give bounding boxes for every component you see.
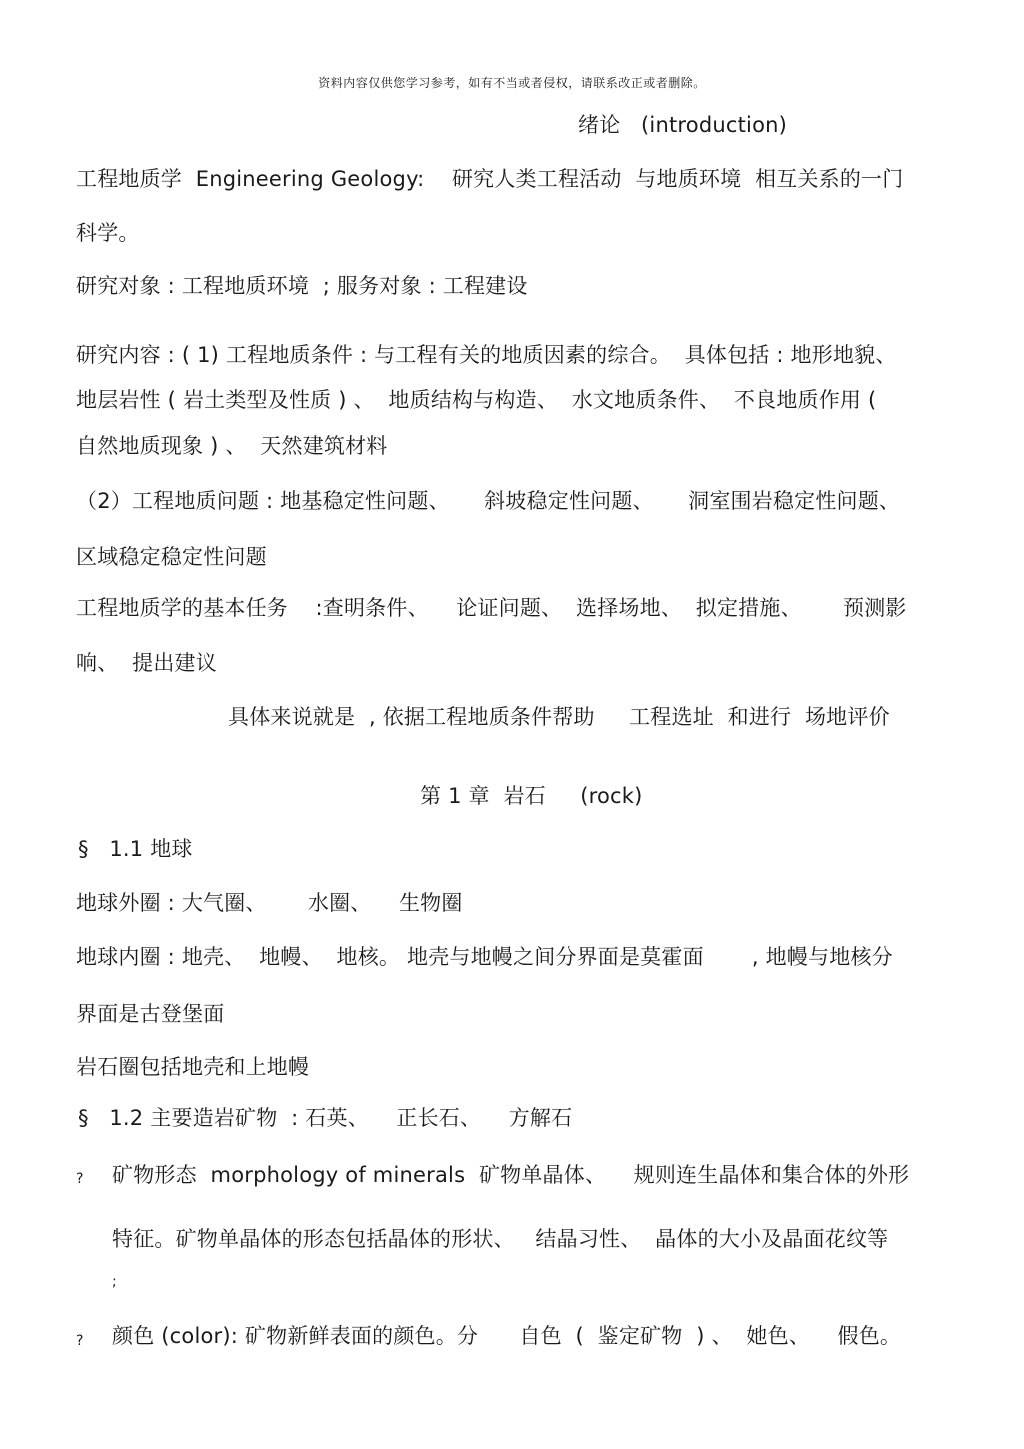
- earth-inner-spheres-line1: 地球内圈 : 地壳、 地幔、 地核。 地壳与地幔之间分界面是莫霍面 , 地幔与地核分: [76, 945, 893, 969]
- mineral-color-line1: 颜色 (color): 矿物新鲜表面的颜色。分 自色 ( 鉴定矿物 ) 、 她色、 假色。: [112, 1324, 902, 1348]
- paragraph-tasks-line2: 响、 提出建议: [76, 651, 217, 675]
- section-heading-earth: § 1.1 地球: [78, 837, 193, 861]
- bullet-marker: ?: [76, 1333, 84, 1349]
- chapter-heading: 第 1 章 岩石 (rock): [420, 784, 643, 808]
- paragraph-problems-line2: 区域稳定稳定性问题: [76, 545, 267, 569]
- mineral-morphology-line2: 特征。矿物单晶体的形态包括晶体的形状、 结晶习性、 晶体的大小及晶面花纹等: [112, 1227, 889, 1251]
- paragraph-definition-line1: 工程地质学 Engineering Geology: 研究人类工程活动 与地质环境 相互关系的一门: [76, 167, 904, 191]
- bullet-marker: ?: [76, 1171, 84, 1187]
- paragraph-problems-line1: （2）工程地质问题 : 地基稳定性问题、 斜坡稳定性问题、 洞室围岩稳定性问题、: [76, 489, 901, 513]
- paragraph-object: 研究对象 : 工程地质环境 ; 服务对象 : 工程建设: [76, 274, 528, 298]
- paragraph-content-line2: 地层岩性 ( 岩土类型及性质 ) 、 地质结构与构造、 水文地质条件、 不良地质作用 (: [76, 388, 877, 412]
- earth-inner-spheres-line2: 界面是古登堡面: [76, 1002, 225, 1026]
- section-heading-minerals: § 1.2 主要造岩矿物 : 石英、 正长石、 方解石: [78, 1106, 573, 1130]
- paragraph-definition-line2: 科学。: [76, 221, 140, 245]
- paragraph-content-line3: 自然地质现象 ) 、 天然建筑材料: [76, 434, 388, 458]
- intro-heading: 绪论 (introduction): [578, 113, 788, 137]
- mineral-morphology-line1: 矿物形态 morphology of minerals 矿物单晶体、 规则连生晶体和集合体的外形: [112, 1163, 910, 1187]
- paragraph-content-line1: 研究内容 : ( 1) 工程地质条件 : 与工程有关的地质因素的综合。 具体包括 : 地形地貌、: [76, 343, 897, 367]
- copyright-notice: 资料内容仅供您学习参考，如有不当或者侵权，请联系改正或者删除。: [318, 76, 706, 90]
- earth-outer-spheres: 地球外圈 : 大气圈、 水圈、 生物圈: [76, 891, 463, 915]
- paragraph-summary: 具体来说就是 , 依据工程地质条件帮助 工程选址 和进行 场地评价: [228, 705, 890, 729]
- lithosphere-definition: 岩石圈包括地壳和上地幔: [76, 1055, 310, 1079]
- paragraph-tasks-line1: 工程地质学的基本任务 :查明条件、 论证问题、 选择场地、 拟定措施、 预测影: [76, 596, 907, 620]
- mineral-morphology-line3: ;: [112, 1274, 117, 1290]
